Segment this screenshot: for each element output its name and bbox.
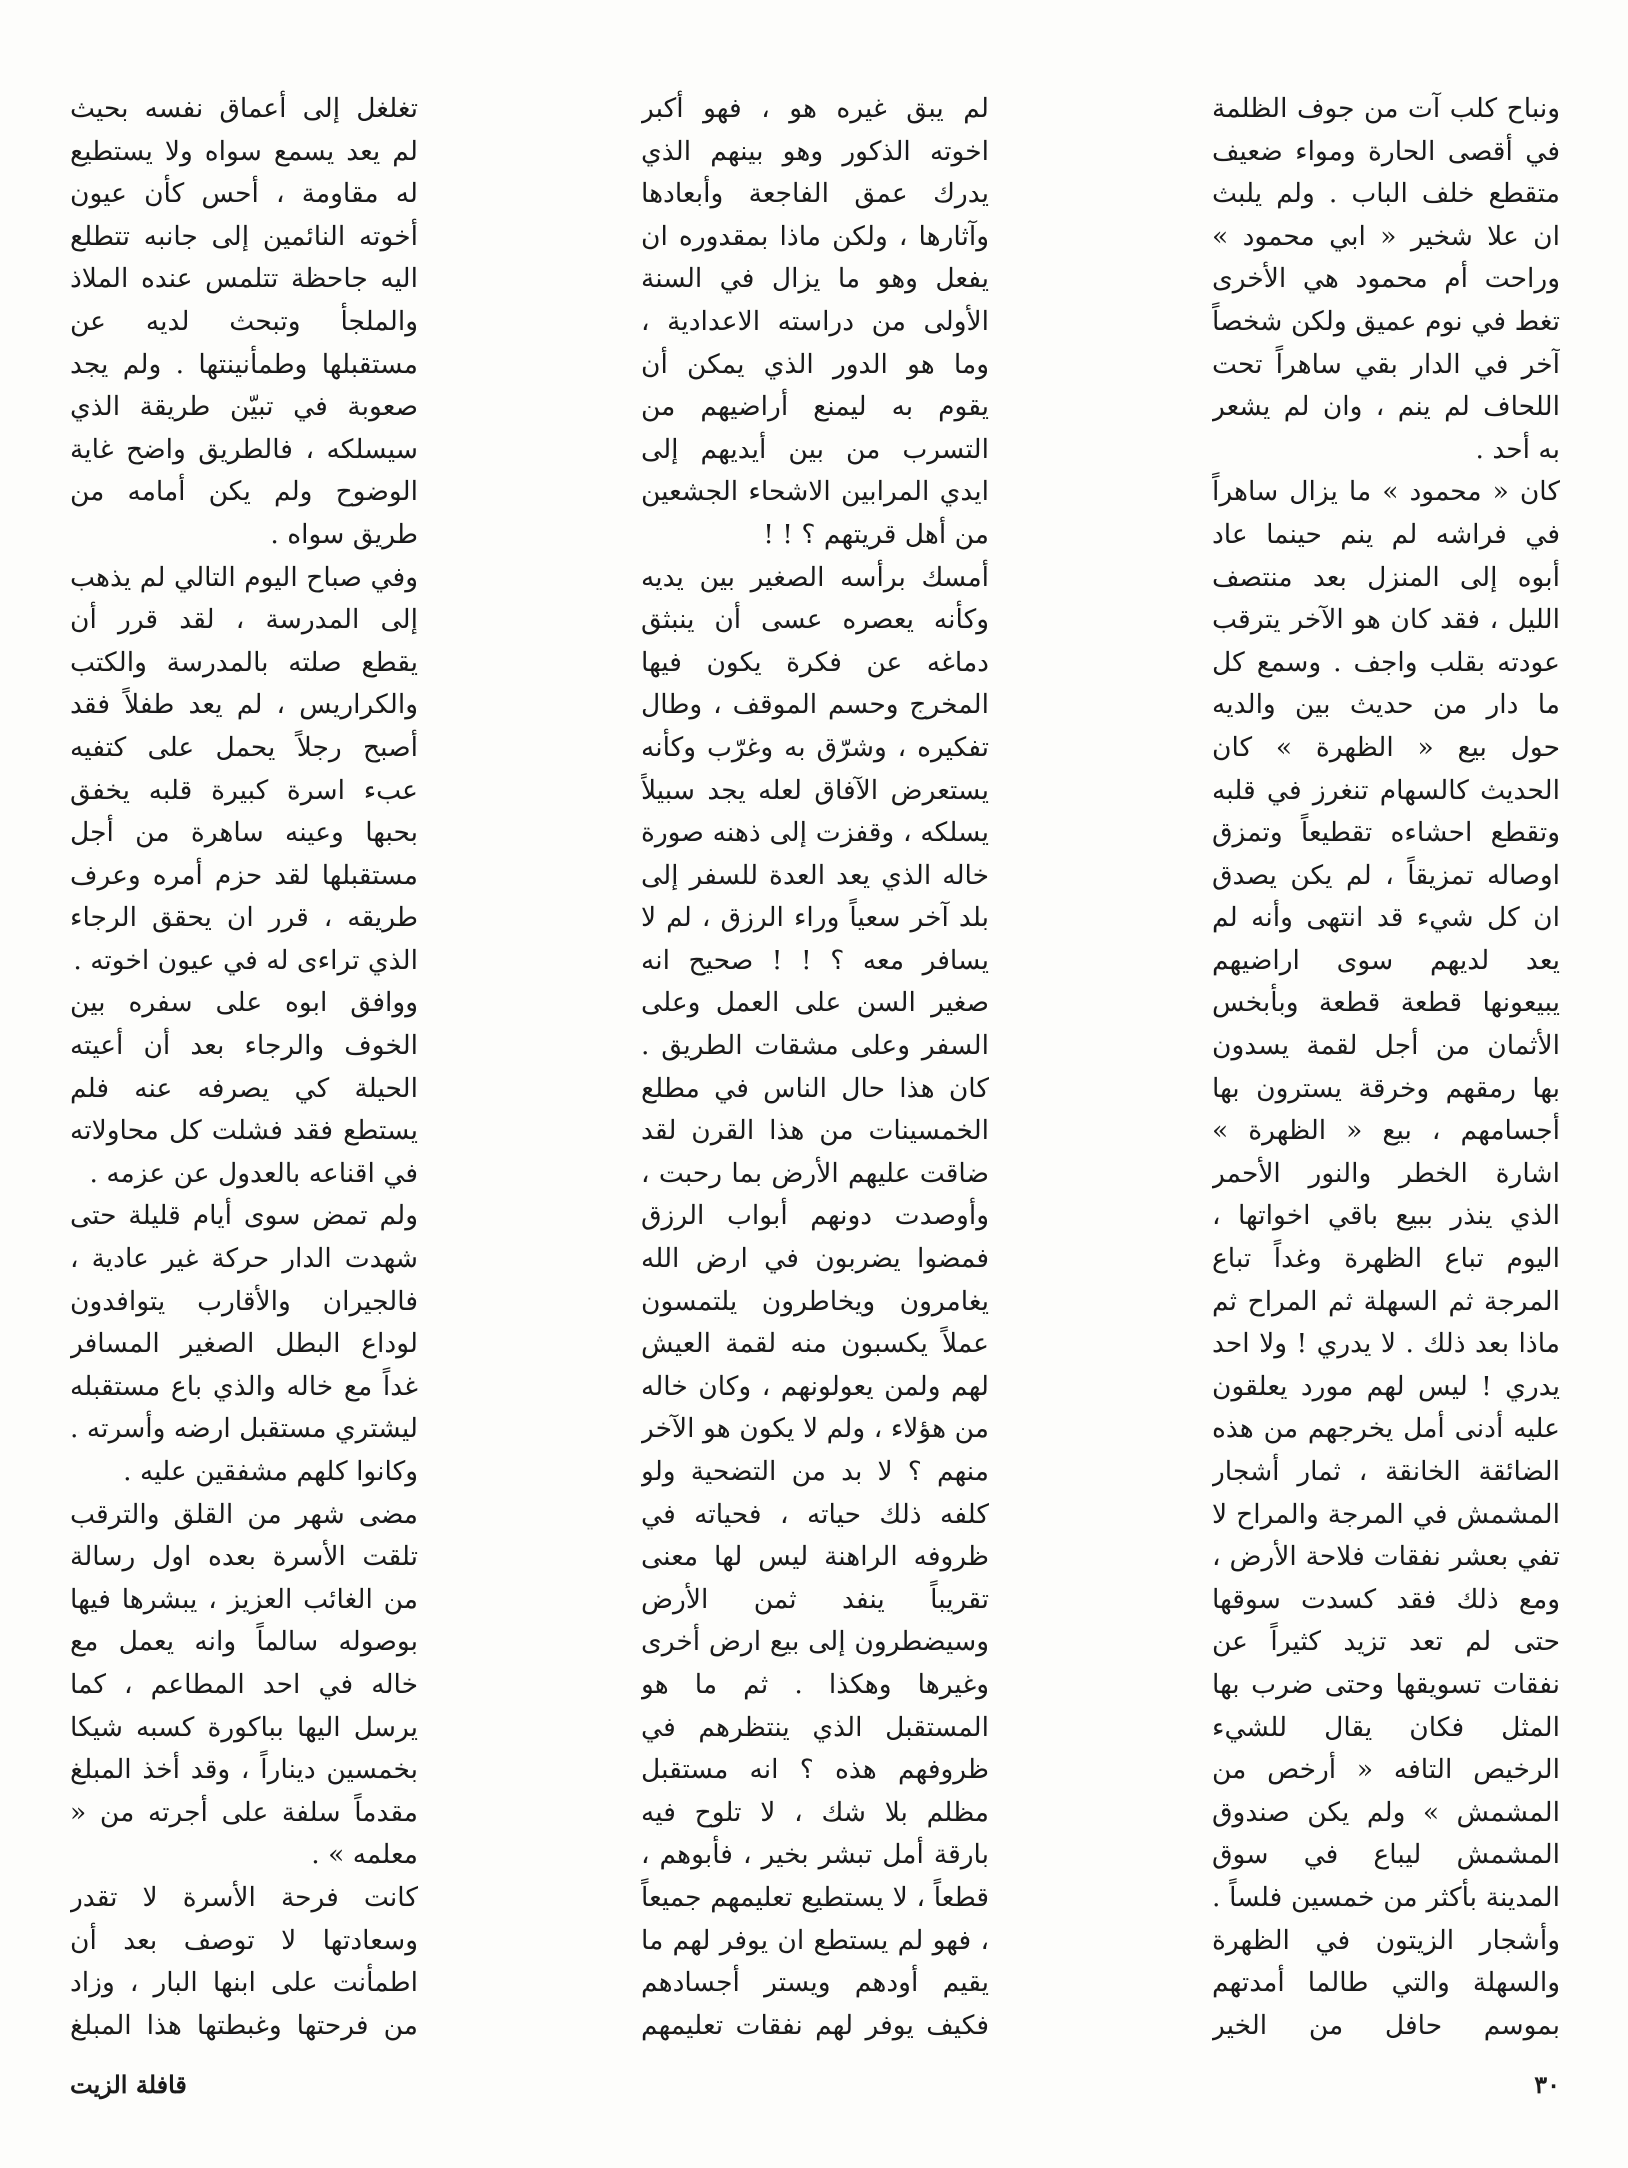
page-footer bbox=[70, 2070, 1560, 2110]
article-columns bbox=[70, 88, 1560, 2048]
paragraph: كانت فرحة الأسرة لا تقدر وسعادتها لا توصف بعد أن اطمأنت على ابنها البار ، وزاد من فرحتها وغبطتها هذا المبلغ bbox=[70, 1881, 418, 2041]
column-right bbox=[1212, 88, 1560, 2048]
paragraph: مضى شهر من القلق والترقب تلقت الأسرة بعده اول رسالة من الغائب العزيز ، يبشرها فيها بوصوله سالماً وانه يعمل مع خاله في احد المطاعم ، كما يرسل اليها بباكورة كسبه شيكا بخمسين ديناراً ، وقد أخذ المبلغ مقدماً سلفة على أجرته من « معلمه » . bbox=[70, 1498, 418, 1871]
paragraph: تغلغل إلى أعماق نفسه بحيث لم يعد يسمع سواه ولا يستطيع له مقاومة ، أحس كأن عيون أخوته النائمين إلى جانبه تتطلع اليه جاحظة تتلمس عنده الملاذ والملجأ وتبحث لديه عن مستقبلها وطمأنينتها . ولم يجد صعوبة في تبيّن طريقة الذي سيسلكه ، فالطريق واضح غاية الوضوح ولم يكن أمامه من طريق سواه . bbox=[70, 93, 418, 550]
paragraph: ولم تمض سوى أيام قليلة حتى شهدت الدار حركة غير عادية ، فالجيران والأقارب يتوافدون لوداع البطل الصغير المسافر غداً مع خاله والذي باع مستقبله ليشتري مستقبل ارضه وأسرته . وكانوا كلهم مشفقين عليه . bbox=[70, 1200, 418, 1487]
paragraph: كان « محمود » ما يزال ساهراً في فراشه لم ينم حينما عاد أبوه إلى المنزل بعد منتصف الليل ، فقد كان هو الآخر يترقب عودته بقلب واجف . وسمع كل ما دار من حديث بين والديه حول بيع « الظهرة » كان الحديث كالسهام تنغرز في قلبه وتقطع احشاءه تقطيعاً وتمزق اوصاله تمزيقاً ، لم يكن يصدق ان كل شيء قد انتهى وأنه لم يعد لديهم سوى اراضيهم يبيعونها قطعة قطعة وبأبخس الأثمان من أجل لقمة يسدون بها رمقهم وخرقة يسترون بها أجسامهم ، بيع « الظهرة » اشارة الخطر والنور الأحمر الذي ينذر ببيع باقي اخواتها ، اليوم تباع الظهرة وغداً تباع المرجة ثم السهلة ثم المراح ثم ماذا بعد ذلك . لا يدري ! ولا احد يدري ! ليس لهم مورد يعلقون عليه أدنى أمل يخرجهم من هذه الضائقة الخانقة ، ثمار أشجار المشمش في المرجة والمراح لا تفي بعشر نفقات فلاحة الأرض ، ومع ذلك فقد كسدت سوقها حتى لم تعد تزيد كثيراً عن نفقات تسويقها وحتى ضرب بها المثل فكان يقال للشيء الرخيص التافه « أرخص من المشمش » ولم يكن صندوق المشمش ليباع في سوق المدينة بأكثر من خمسين فلساً . وأشجار الزيتون في الظهرة والسهلة والتي طالما أمدتهم بموسم حافل من الخير bbox=[1212, 476, 1560, 2041]
column-middle bbox=[641, 88, 989, 2048]
page-number: ٣٠ bbox=[1534, 2070, 1560, 2099]
paragraph: ووافق ابوه على سفره بين الخوف والرجاء بعد أن أعيته الحيلة كي يصرفه عنه فلم يستطع فقد فشلت كل محاولاته في اقناعه بالعدول عن عزمه . bbox=[70, 987, 418, 1189]
column-left bbox=[70, 88, 418, 2048]
paragraph: أمسك برأسه الصغير بين يديه وكأنه يعصره عسى أن ينبثق دماغه عن فكرة يكون فيها المخرج وحسم الموقف ، وطال تفكيره ، وشرّق به وغرّب وكأنه يستعرض الآفاق لعله يجد سبيلاً يسلكه ، وقفزت إلى ذهنه صورة خاله الذي يعد العدة للسفر إلى بلد آخر سعياً وراء الرزق ، لم لا يسافر معه ؟ ! ! صحيح انه صغير السن على العمل وعلى السفر وعلى مشقات الطريق . كان هذا حال الناس في مطلع الخمسينات من هذا القرن لقد ضاقت عليهم الأرض بما رحبت ، وأوصدت دونهم أبواب الرزق فمضوا يضربون في ارض الله يغامرون ويخاطرون يلتمسون عملاً يكسبون منه لقمة العيش لهم ولمن يعولونهم ، وكان خاله من هؤلاء ، ولم لا يكون هو الآخر منهم ؟ لا بد من التضحية ولو كلفه ذلك حياته ، فحياته في ظروفه الراهنة ليس لها معنى تقريباً ينفد ثمن الأرض وسيضطرون إلى بيع ارض أخرى وغيرها وهكذا . ثم ما هو المستقبل الذي ينتظرهم في ظروفهم هذه ؟ انه مستقبل مظلم بلا شك ، لا تلوح فيه بارقة أمل تبشر بخير ، فأبوهم ، قطعاً ، لا يستطيع تعليمهم جميعاً ، فهو لم يستطع ان يوفر لهم ما يقيم أودهم ويستر أجسادهم فكيف يوفر لهم نفقات تعليمهم bbox=[641, 561, 989, 2041]
paragraph: وفي صباح اليوم التالي لم يذهب إلى المدرسة ، لقد قرر أن يقطع صلته بالمدرسة والكتب والكراريس ، لم يعد طفلاً فقد أصبح رجلاً يحمل على كتفيه عبء اسرة كبيرة قلبه يخفق بحبها وعينه ساهرة من أجل مستقبلها لقد حزم أمره وعرف طريقه ، قرر ان يحقق الرجاء الذي تراءى له في عيون اخوته . bbox=[70, 561, 418, 976]
paragraph: لم يبق غيره هو ، فهو أكبر اخوته الذكور وهو بينهم الذي يدرك عمق الفاجعة وأبعادها وآثارها ، ولكن ماذا بمقدوره ان يفعل وهو ما يزال في السنة الأولى من دراسته الاعدادية ، وما هو الدور الذي يمكن أن يقوم به ليمنع أراضيهم من التسرب من بين أيديهم إلى ايدي المرابين الاشحاء الجشعين من أهل قريتهم ؟ ! ! bbox=[641, 93, 989, 550]
paragraph: ونباح كلب آت من جوف الظلمة في أقصى الحارة ومواء ضعيف متقطع خلف الباب . ولم يلبث ان علا شخير « ابي محمود » وراحت أم محمود هي الأخرى تغط في نوم عميق ولكن شخصاً آخر في الدار بقي ساهراً تحت اللحاف لم ينم ، وان لم يشعر به أحد . bbox=[1212, 93, 1560, 465]
magazine-name: قافلة الزيت bbox=[70, 2070, 187, 2099]
